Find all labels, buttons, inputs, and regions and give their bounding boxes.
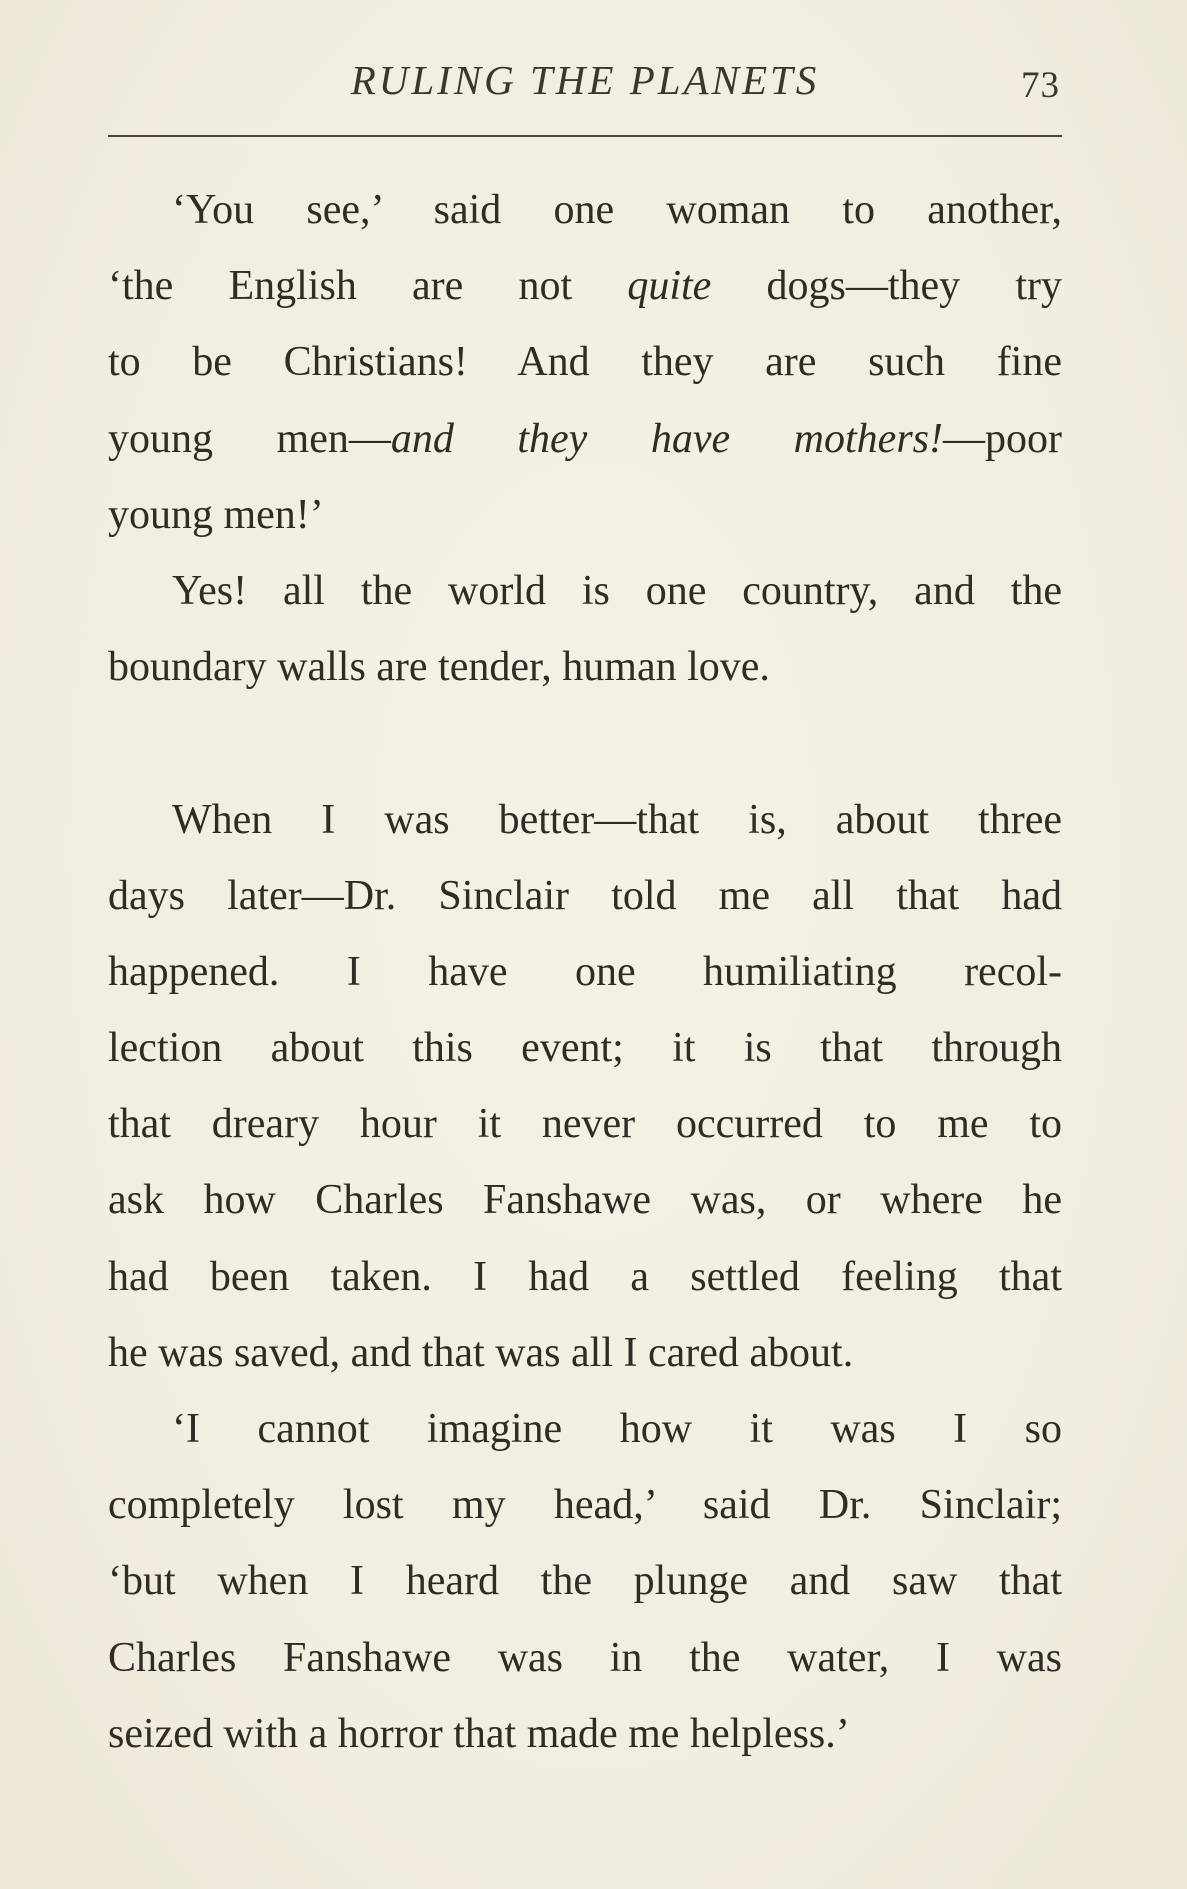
text-span: ‘but when I heard the plunge and saw that <box>108 1558 1062 1605</box>
section-break <box>108 705 1062 781</box>
text-span: boundary walls are tender, human love. <box>108 644 770 691</box>
text-line <box>108 858 1062 934</box>
header-rule <box>108 135 1062 137</box>
text-line <box>108 1543 1062 1619</box>
text-span: When I was better—that is, about three <box>172 796 1062 843</box>
text-span: Yes! all the world is one country, and the <box>172 567 1062 614</box>
italic-emphasis: quite <box>627 263 712 310</box>
text-span: had been taken. I had a settled feeling that <box>108 1253 1062 1300</box>
text-span: lection about this event; it is that through <box>108 1025 1062 1072</box>
text-span: ask how Charles Fanshawe was, or where he <box>108 1177 1062 1224</box>
text-line <box>108 172 1062 248</box>
page-number: 73 <box>1021 65 1060 106</box>
text-span: he was saved, and that was all I cared about. <box>108 1329 854 1376</box>
text-span: ‘You see,’ said one woman to another, <box>172 187 1062 233</box>
text-span: young men!’ <box>108 491 324 538</box>
text-span: seized with a horror that made me helpless.’ <box>108 1710 850 1757</box>
running-title: RULING THE PLANETS <box>350 57 820 103</box>
text-line <box>108 1315 1062 1391</box>
text-span: Charles Fanshawe was in the water, I was <box>108 1634 1062 1681</box>
text-line <box>108 248 1062 324</box>
text-span: young men— <box>108 415 391 462</box>
text-line <box>108 1162 1062 1238</box>
text-span: ‘I cannot imagine how it was I so <box>172 1406 1062 1452</box>
text-line <box>108 553 1062 629</box>
text-line <box>108 1086 1062 1162</box>
italic-emphasis: and they have mothers! <box>390 415 943 462</box>
text-line <box>108 1010 1062 1086</box>
text-line <box>108 934 1062 1010</box>
text-line <box>108 1620 1062 1696</box>
text-span: days later—Dr. Sinclair told me all that had <box>108 872 1062 919</box>
body-text <box>108 172 1062 1772</box>
page-header <box>108 56 1062 116</box>
text-span: ‘the English are not <box>108 263 628 310</box>
text-line <box>108 629 1062 705</box>
text-span: dogs—they try <box>711 263 1062 310</box>
text-span: —poor <box>943 415 1062 462</box>
text-line <box>108 477 1062 553</box>
text-line <box>108 324 1062 400</box>
text-line <box>108 1391 1062 1467</box>
text-line <box>108 782 1062 858</box>
text-span: completely lost my head,’ said Dr. Sinclair; <box>108 1482 1062 1529</box>
text-span: happened. I have one humiliating recol- <box>108 948 1062 995</box>
text-span: that dreary hour it never occurred to me to <box>108 1101 1062 1148</box>
text-line <box>108 401 1062 477</box>
text-line <box>108 1239 1062 1315</box>
text-line <box>108 1696 1062 1772</box>
text-line <box>108 1467 1062 1543</box>
text-span: to be Christians! And they are such fine <box>108 339 1062 386</box>
